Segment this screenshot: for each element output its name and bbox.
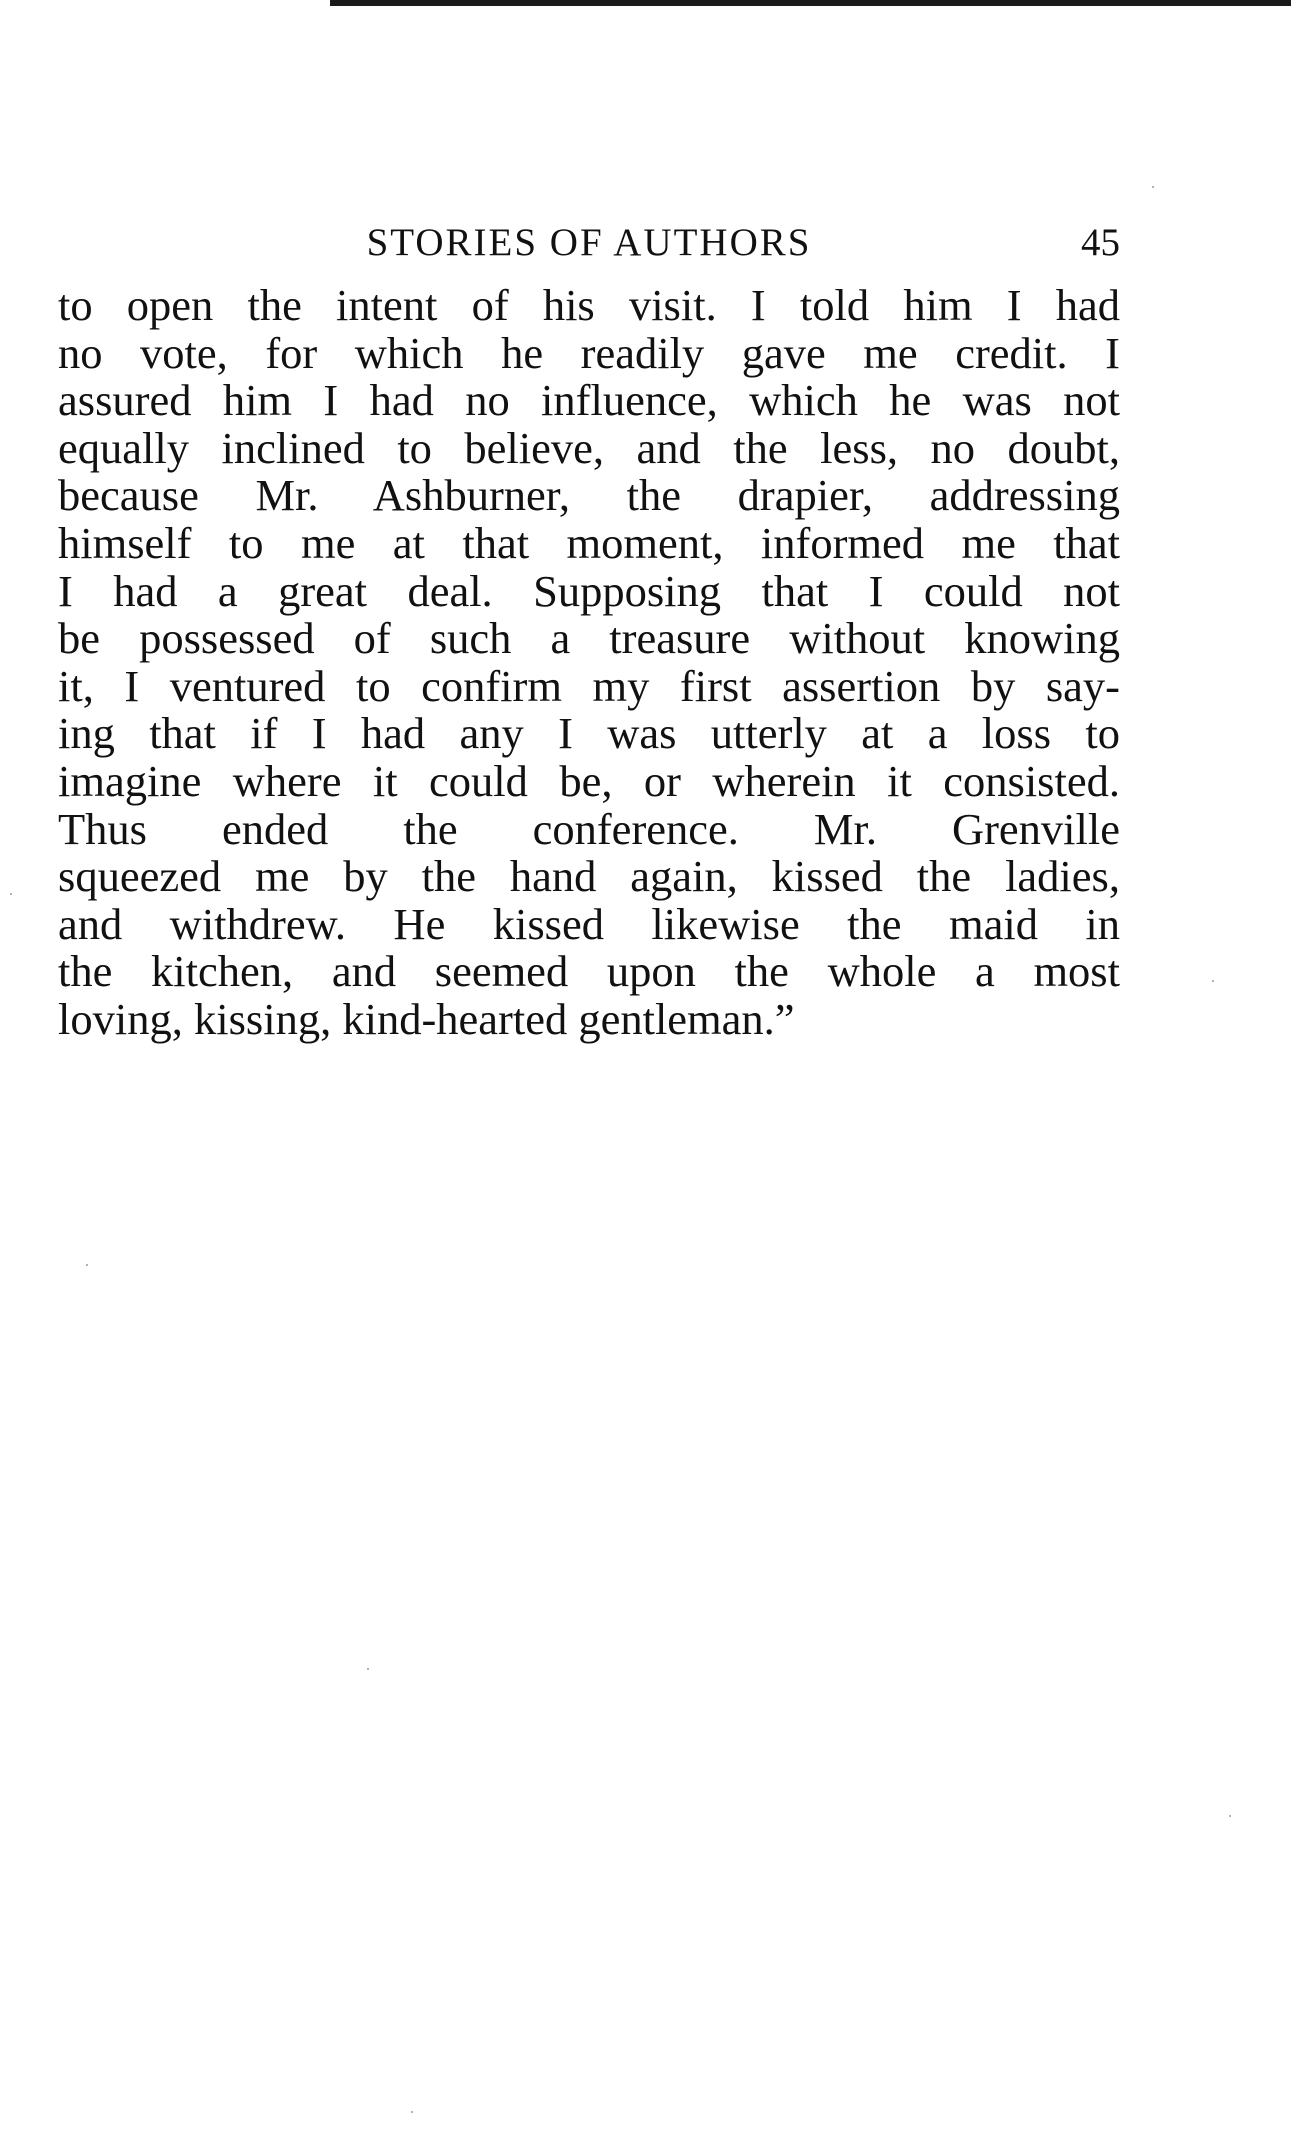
scan-speck [1229,1815,1231,1817]
text-line: be possessed of such a treasure without knowing [58,613,1120,664]
text-line: the kitchen, and seemed upon the whole a most [58,946,1120,997]
top-edge-rule [330,0,1291,6]
text-line: because Mr. Ashburner, the drapier, addressing [58,470,1120,521]
text-line: squeezed me by the hand again, kissed the ladies, [58,851,1120,902]
text-line: ing that if I had any I was utterly at a loss to [58,708,1120,759]
scan-speck [1152,186,1154,188]
running-head-title: STORIES OF AUTHORS [366,221,812,264]
text-line: it, I ventured to confirm my first assertion by say- [58,660,1120,711]
text-line: and withdrew. He kissed likewise the maid in [58,898,1120,949]
scan-speck [86,1264,88,1266]
text-line: I had a great deal. Supposing that I could not [58,565,1120,616]
scan-speck [1212,980,1214,982]
body-paragraph [58,282,1120,1044]
text-line: to open the intent of his visit. I told him I had [58,280,1120,330]
text-line-last: loving, kissing, kind-hearted gentleman.” [58,993,795,1044]
text-line: himself to me at that moment, informed me that [58,517,1120,568]
text-line: no vote, for which he readily gave me credit. I [58,327,1120,378]
running-head [58,218,1120,278]
scan-speck [10,893,12,895]
page-number: 45 [1081,221,1120,264]
text-line: assured him I had no influence, which he was not [58,375,1120,426]
text-line: equally inclined to believe, and the less, no doubt, [58,422,1120,473]
text-line: Thus ended the conference. Mr. Grenville [58,803,1120,854]
scan-speck [367,1668,369,1670]
book-page [58,218,1120,1044]
scan-speck [411,2111,413,2113]
text-line: imagine where it could be, or wherein it consisted. [58,755,1120,806]
